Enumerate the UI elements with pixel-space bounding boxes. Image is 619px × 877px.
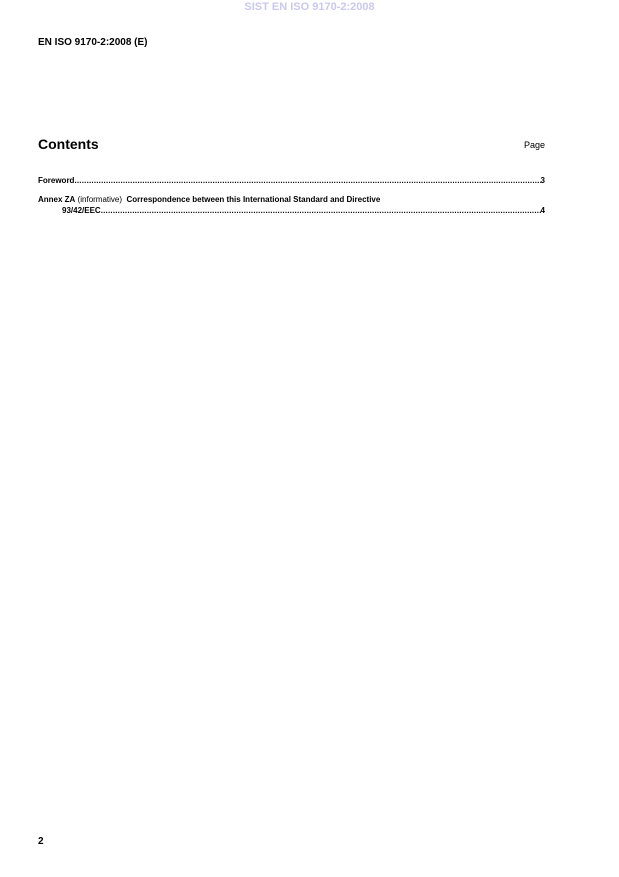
- toc-note: (informative): [77, 195, 123, 204]
- toc-prefix: Annex ZA: [38, 195, 76, 204]
- page-number: 2: [38, 836, 44, 847]
- toc-title: Correspondence between this International Standard and Directive: [126, 195, 381, 204]
- toc-page: 3: [540, 176, 545, 185]
- dot-leader: [101, 205, 541, 216]
- page-column-label: Page: [523, 140, 545, 150]
- document-header: EN ISO 9170-2:2008 (E): [38, 37, 148, 48]
- dot-leader: [74, 175, 540, 186]
- toc-title-cont: 93/42/EEC: [62, 206, 101, 215]
- contents-title: Contents: [38, 136, 99, 152]
- toc-entry-foreword[interactable]: [38, 175, 545, 186]
- toc-page: 4: [540, 206, 545, 215]
- watermark: SIST EN ISO 9170-2:2008: [244, 1, 375, 13]
- toc-entry-annex-za[interactable]: [38, 194, 545, 216]
- toc-title: Foreword: [38, 176, 75, 185]
